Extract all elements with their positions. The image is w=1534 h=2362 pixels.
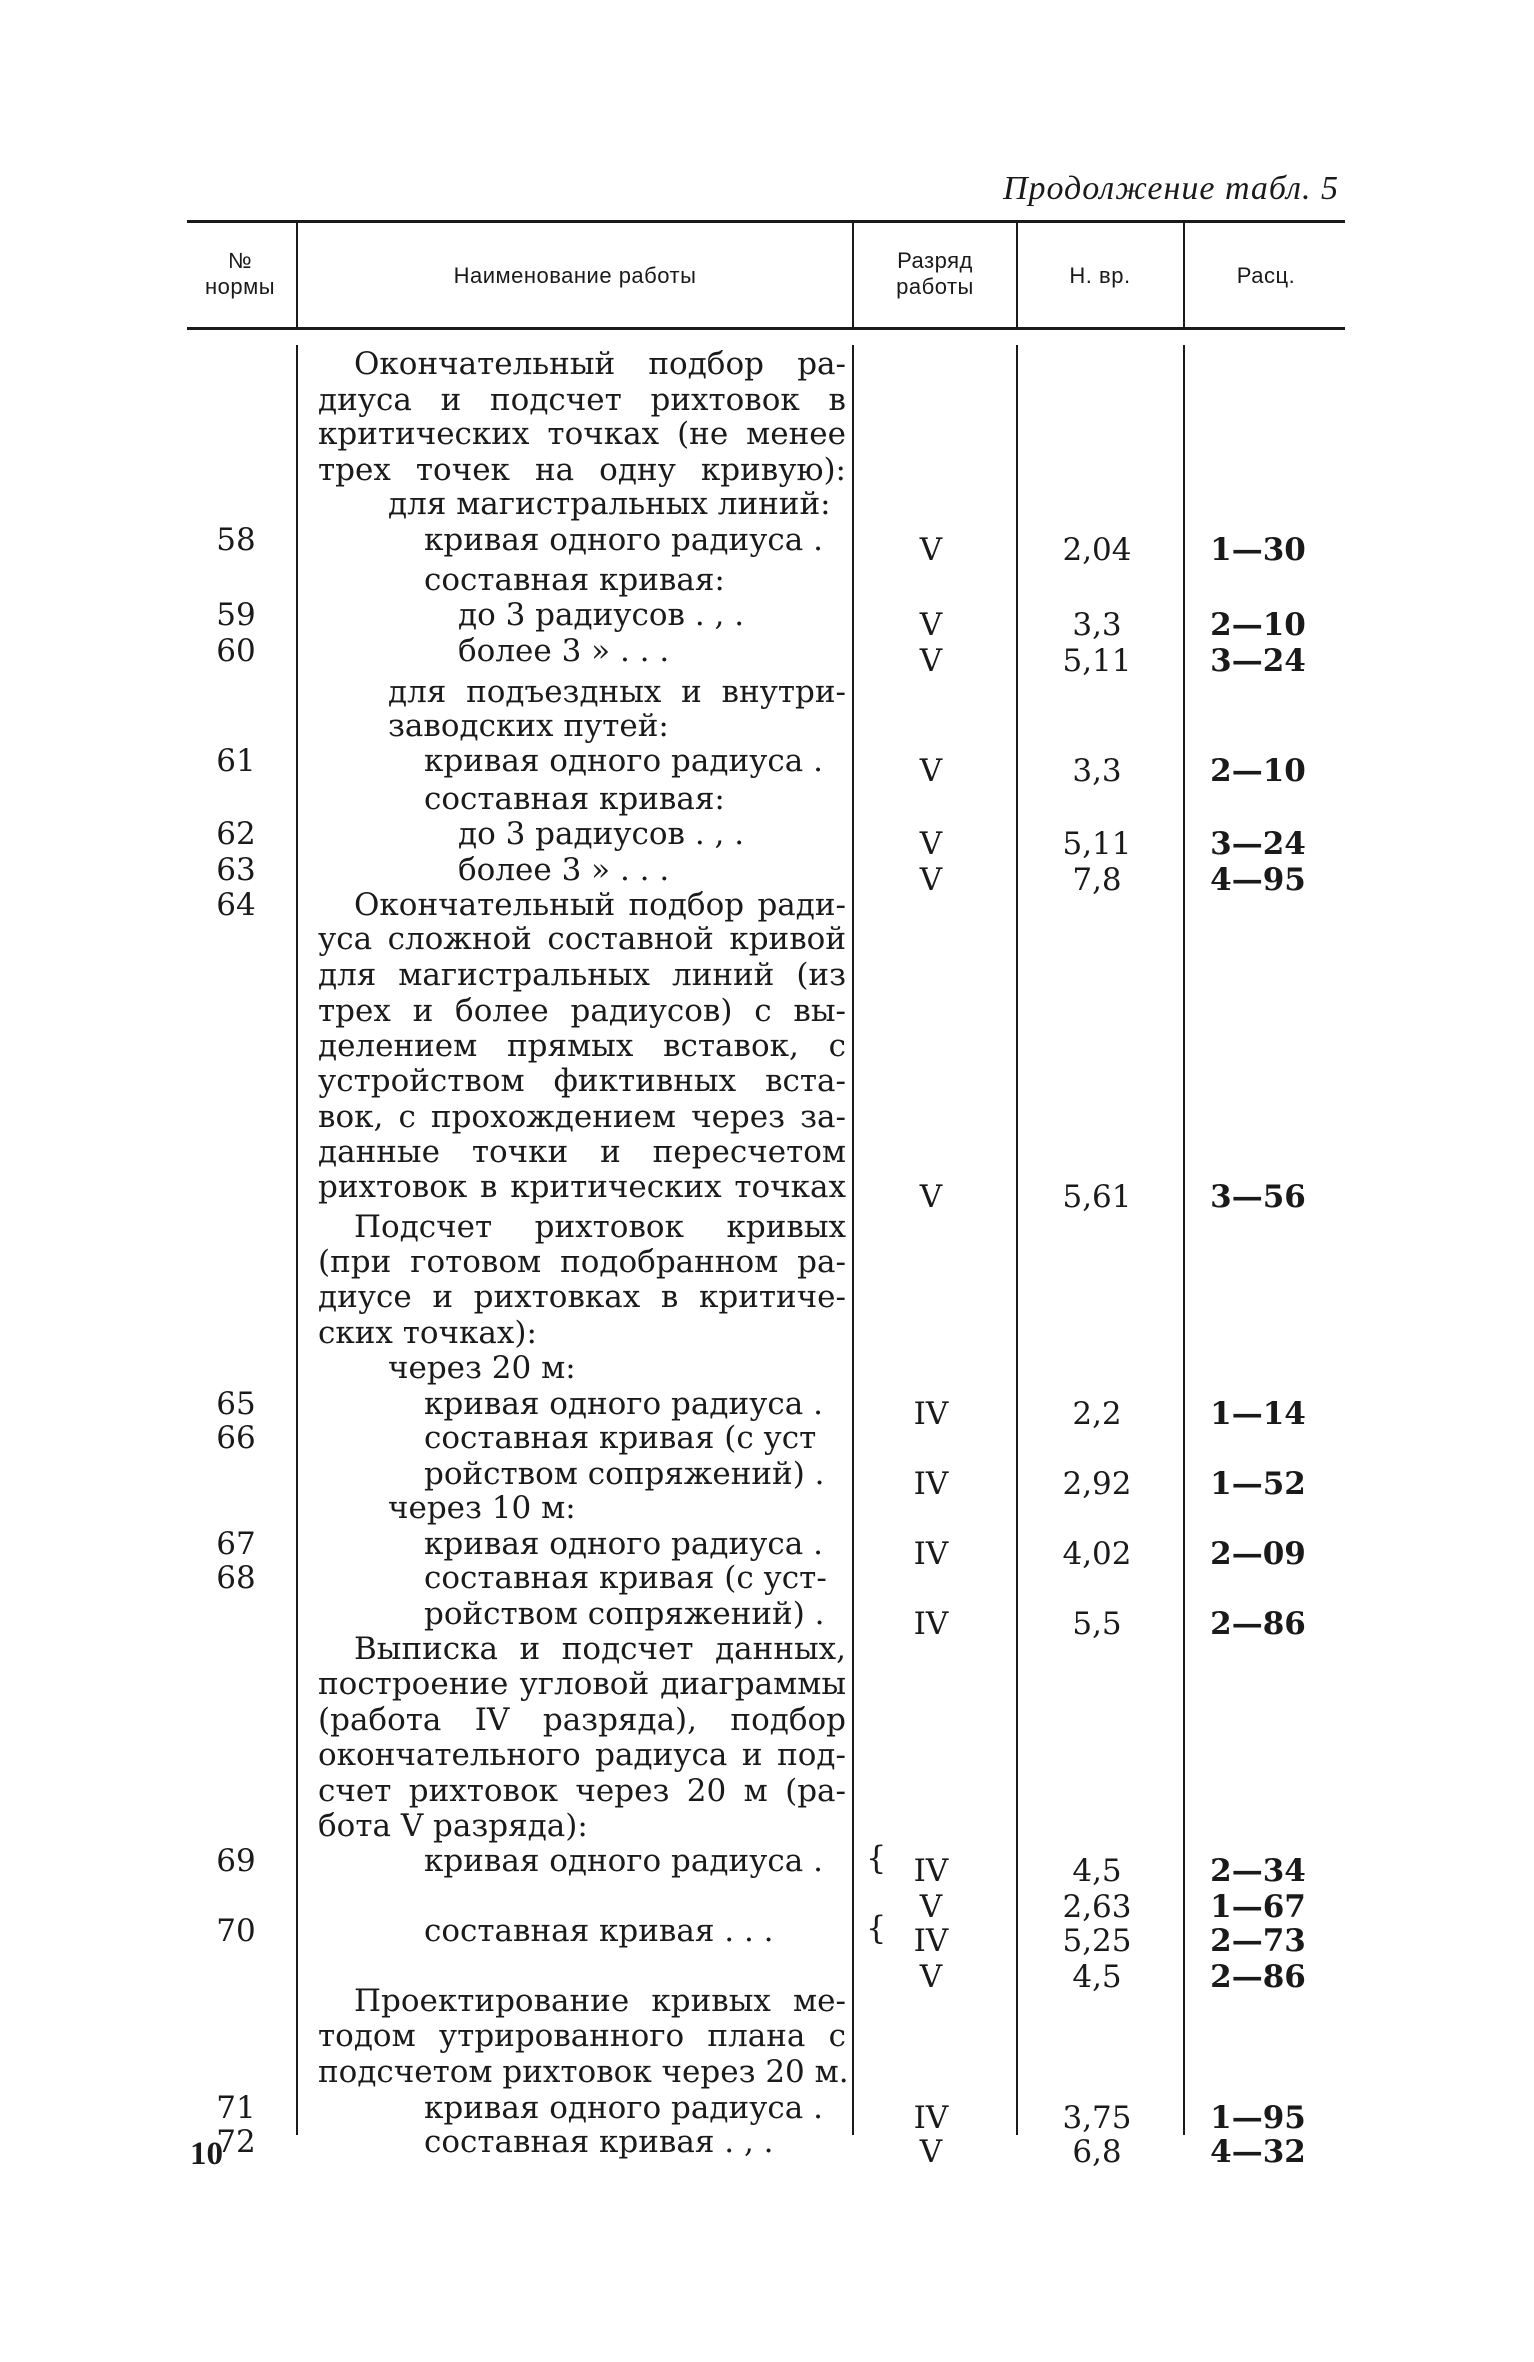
column-divider <box>296 345 298 2135</box>
row-time: 4,5 <box>1072 1959 1122 1995</box>
row-text: для магистральных линий (из <box>318 957 846 993</box>
row-rate: 3—24 <box>1210 826 1306 862</box>
row-number: 65 <box>216 1386 256 1422</box>
row-number: 63 <box>216 852 256 888</box>
row-time: 2,92 <box>1062 1466 1132 1502</box>
row-text <box>318 1950 846 1985</box>
header-grade-line2: работы <box>896 274 974 299</box>
row-grade: V <box>919 607 943 643</box>
row-rate: 1—67 <box>1210 1889 1306 1925</box>
column-divider <box>1183 345 1185 2135</box>
row-time: 5,25 <box>1062 1923 1132 1959</box>
header-num-line1: № <box>227 248 253 273</box>
row-text: окончательного радиуса и под- <box>318 1737 846 1773</box>
row-text: делением прямых вставок, с <box>318 1028 846 1064</box>
row-text: кривая одного радиуса . <box>424 1526 823 1562</box>
row-number: 62 <box>216 816 256 852</box>
row-grade: V <box>919 1179 943 1215</box>
row-text: Окончательный подбор ради- <box>354 887 846 923</box>
row-text: бота V разряда): <box>318 1808 588 1844</box>
row-rate: 1—30 <box>1210 532 1306 568</box>
row-text: кривая одного радиуса . <box>424 1843 823 1879</box>
row-time: 5,11 <box>1062 826 1132 862</box>
row-rate: 1—52 <box>1210 1466 1306 1502</box>
row-number: 58 <box>216 522 256 558</box>
row-text: для магистральных линий: <box>388 486 831 522</box>
row-text: кривая одного радиуса . <box>424 2090 823 2126</box>
row-text: Подсчет рихтовок кривых <box>354 1209 846 1245</box>
header-divider <box>1016 223 1018 327</box>
row-text: составная кривая: <box>424 562 725 598</box>
header-num-line2: нормы <box>204 274 276 299</box>
header-rate: Расц. <box>1236 263 1296 288</box>
row-text: тодом утрированного плана с <box>318 2018 846 2054</box>
row-number: 61 <box>216 743 256 779</box>
row-rate: 2—09 <box>1210 1536 1306 1572</box>
row-text: через 10 м: <box>388 1490 576 1526</box>
row-grade: IV <box>913 1606 949 1642</box>
row-text: трех и более радиусов) с вы- <box>318 993 846 1029</box>
row-grade: V <box>919 1959 943 1995</box>
row-text: Окончательный подбор ра- <box>354 346 846 382</box>
row-text: составная кривая . , . <box>424 2124 774 2160</box>
row-grade: V <box>919 753 943 789</box>
row-grade: IV <box>913 1396 949 1432</box>
row-text: критических точках (не менее <box>318 416 846 452</box>
table-caption: Продолжение табл. 5 <box>1002 170 1339 207</box>
row-grade: V <box>919 1889 943 1925</box>
row-time: 5,5 <box>1072 1606 1122 1642</box>
row-time: 4,5 <box>1072 1853 1122 1889</box>
row-text: (при готовом подобранном ра- <box>318 1244 846 1280</box>
header-grade <box>856 248 1014 300</box>
row-time: 2,2 <box>1072 1396 1122 1432</box>
row-number: 71 <box>216 2090 256 2126</box>
row-time: 6,8 <box>1072 2134 1122 2170</box>
row-rate: 2—86 <box>1210 1959 1306 1995</box>
row-text: рихтовок в критических точках <box>318 1169 846 1205</box>
row-grade: V <box>919 826 943 862</box>
row-text: построение угловой диаграммы <box>318 1666 846 1702</box>
row-grade: IV <box>913 2100 949 2136</box>
row-text: составная кривая (с уст <box>424 1420 817 1456</box>
row-time: 2,63 <box>1062 1889 1132 1925</box>
row-grade: IV <box>913 1923 949 1959</box>
header-divider <box>852 223 854 327</box>
row-number: 64 <box>216 887 256 923</box>
row-number: 72 <box>216 2124 256 2160</box>
row-text: диусе и рихтовках в критиче- <box>318 1279 846 1315</box>
column-divider <box>852 345 854 2135</box>
header-bottom-rule <box>187 327 1345 330</box>
row-grade: IV <box>913 1536 949 1572</box>
row-text: (работа IV разряда), подбор <box>318 1702 846 1738</box>
row-number: 66 <box>216 1420 256 1456</box>
header-name: Наименование работы <box>453 263 697 288</box>
row-text: до 3 радиусов . , . <box>458 816 745 852</box>
row-grade: V <box>919 862 943 898</box>
header-top-rule <box>187 220 1345 223</box>
row-text: ройством сопряжений) . <box>424 1456 825 1492</box>
row-rate: 2—10 <box>1210 753 1306 789</box>
row-rate: 3—56 <box>1210 1179 1306 1215</box>
row-number: 70 <box>216 1913 256 1949</box>
row-rate: 2—73 <box>1210 1923 1306 1959</box>
page-number: 10 <box>190 2136 223 2172</box>
row-rate: 2—10 <box>1210 607 1306 643</box>
row-grade: V <box>919 532 943 568</box>
row-rate: 3—24 <box>1210 643 1306 679</box>
row-grade: V <box>919 2134 943 2170</box>
row-text: устройством фиктивных вста- <box>318 1063 846 1099</box>
row-number: 67 <box>216 1526 256 1562</box>
row-text: кривая одного радиуса . <box>424 743 823 779</box>
row-text: ских точках): <box>318 1315 537 1351</box>
header-time: Н. вр. <box>1069 263 1131 288</box>
row-text: диуса и подсчет рихтовок в <box>318 382 846 418</box>
row-text: более 3 » . . . <box>458 633 670 669</box>
row-text: уса сложной составной кривой <box>318 921 846 957</box>
row-grade: V <box>919 643 943 679</box>
row-time: 5,61 <box>1062 1179 1132 1215</box>
row-text: более 3 » . . . <box>458 852 670 888</box>
row-rate: 4—95 <box>1210 862 1306 898</box>
row-time: 4,02 <box>1062 1536 1132 1572</box>
row-time: 5,11 <box>1062 643 1132 679</box>
brace-icon: { <box>866 1839 887 1877</box>
row-rate: 2—34 <box>1210 1853 1306 1889</box>
row-text: Выписка и подсчет данных, <box>354 1631 846 1667</box>
row-text <box>318 1880 846 1915</box>
row-text: Проектирование кривых ме- <box>354 1983 846 2019</box>
row-text: до 3 радиусов . , . <box>458 597 745 633</box>
row-text: ройством сопряжений) . <box>424 1596 825 1632</box>
row-text: вок, с прохождением через за- <box>318 1099 846 1135</box>
row-time: 3,3 <box>1072 753 1122 789</box>
row-number: 68 <box>216 1560 256 1596</box>
row-grade: IV <box>913 1466 949 1502</box>
row-number: 69 <box>216 1843 256 1879</box>
row-text: трех точек на одну кривую): <box>318 452 846 488</box>
brace-icon: { <box>866 1909 887 1947</box>
row-grade: IV <box>913 1853 949 1889</box>
row-rate: 1—95 <box>1210 2100 1306 2136</box>
header-num <box>187 248 293 300</box>
row-text: подсчетом рихтовок через 20 м. <box>318 2054 849 2090</box>
row-rate: 2—86 <box>1210 1606 1306 1642</box>
row-number: 60 <box>216 633 256 669</box>
row-time: 3,3 <box>1072 607 1122 643</box>
row-rate: 1—14 <box>1210 1396 1306 1432</box>
row-time: 7,8 <box>1072 862 1122 898</box>
row-text: через 20 м: <box>388 1350 576 1386</box>
row-text: составная кривая: <box>424 781 725 817</box>
row-text: составная кривая . . . <box>424 1913 774 1949</box>
row-rate: 4—32 <box>1210 2134 1306 2170</box>
row-text: для подъездных и внутри- <box>388 674 846 710</box>
row-time: 3,75 <box>1062 2100 1132 2136</box>
header-divider <box>296 223 298 327</box>
header-divider <box>1183 223 1185 327</box>
row-text: составная кривая (с уст- <box>424 1560 827 1596</box>
row-text: кривая одного радиуса . <box>424 522 823 558</box>
column-divider <box>1016 345 1018 2135</box>
row-text: кривая одного радиуса . <box>424 1386 823 1422</box>
row-text: данные точки и пересчетом <box>318 1134 846 1170</box>
row-text: счет рихтовок через 20 м (ра- <box>318 1773 846 1809</box>
header-grade-line1: Разряд <box>897 248 973 273</box>
row-number: 59 <box>216 597 256 633</box>
row-time: 2,04 <box>1062 532 1132 568</box>
row-text: заводских путей: <box>388 708 669 744</box>
